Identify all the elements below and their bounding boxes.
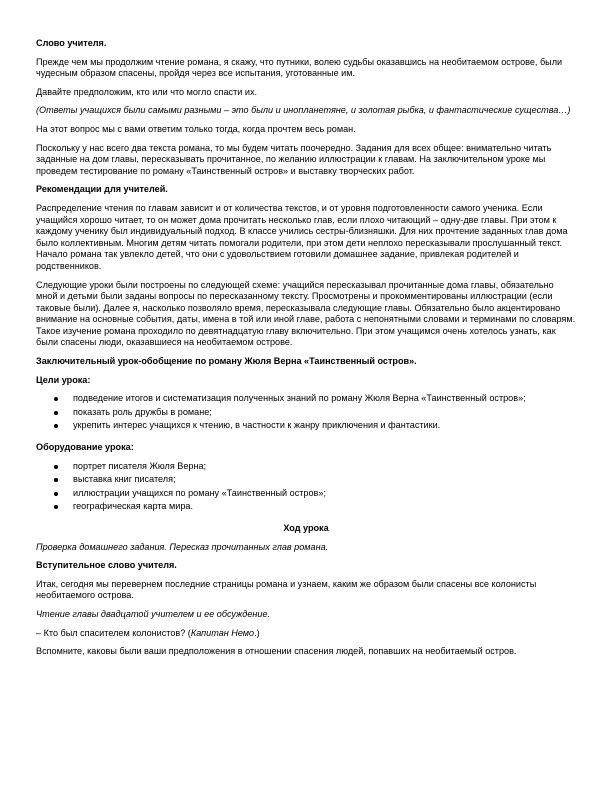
paragraph: Следующие уроки были построены по следующей схеме: учащийся пересказывал прочитанные дома главы, обязательно мной и детьми были заданы вопросы по пересказанному тексту. Просмотрены и прокомментированы иллюстрации (если таковые были). Далее я, насколько позволяло время, пересказывала следующие главы. Обязательно было акцентировано внимание на основные события, даты, имена в той или иной главе, работа с непонятными словами и терминами по словарям. Такое изучение романа проходило по девятнадцатую главу включительно. При этом учащимся очень хотелось узнать, как были спасены люди, оказавшиеся на необитаемом острове. xyxy=(36,279,576,348)
lesson-course-heading: Ход урока xyxy=(283,523,329,533)
list-item: укрепить интерес учащихся к чтению, в частности к жанру приключения и фантастики. xyxy=(73,420,576,432)
paragraph: Итак, сегодня мы перевернем последние страницы романа и узнаем, каким же образом были спасены все колонисты необитаемого острова. xyxy=(36,578,537,601)
teacher-word-heading: Слово учителя. xyxy=(36,38,107,48)
homework-check: Проверка домашнего задания. Пересказ прочитанных глав романа. xyxy=(36,541,329,552)
paragraph: Поскольку у нас всего два текста романа, то мы будем читать поочередно. Задания для всех общее: внимательно читать заданные на дом главы, пересказывать прочитанное, по желанию иллюстрации к главам. На заключительном уроке мы проведем тестирование по роману «Таинственный остров» и выставку творческих работ. xyxy=(36,142,552,176)
reading-note: Чтение главы двадцатой учителем и ее обсуждение. xyxy=(36,608,271,619)
students-answers-note: (Ответы учащихся были самыми разными – это были и инопланетяне, и золотая рыбка, и фантастические существа…) xyxy=(36,105,571,116)
goals-list xyxy=(36,393,576,432)
equipment-list xyxy=(36,461,576,513)
paragraph: Распределение чтения по главам зависит и от количества текстов, и от уровня подготовленности самого ученика. Если учащийся хорошо читает, то он может дома прочитать несколько глав, если плохо читающий – одну-две главы. При этом к каждому ученику был индивидуальный подход. В классе учились сестры-близняшки. Для них прочтение заданных глав дома было коллективным. Многим детям читать помогали родители, при этом дети неплохо пересказывали прослушанный текст. Начало романа так увлекло детей, что они с удовольствием готовили домашнее задание, привлекая родителей и родственников. xyxy=(36,202,568,271)
question-answer: Капитан Немо xyxy=(190,627,255,638)
question-line xyxy=(36,628,576,640)
recommendations-heading: Рекомендации для учителей. xyxy=(36,184,168,195)
list-item: показать роль дружбы в романе; xyxy=(73,407,576,419)
list-item: иллюстрации учащихся по роману «Таинственный остров»; xyxy=(73,488,576,500)
paragraph: Прежде чем мы продолжим чтение романа, я скажу, что путники, волею судьбы оказавшись на необитаемом острове, были чудесным образом спасены, пройдя через все испытания, уготованные им. xyxy=(36,56,563,79)
list-item: портрет писателя Жюля Верна; xyxy=(73,461,576,473)
question-text: – Кто был спасителем колонистов? ( xyxy=(36,627,191,638)
paragraph: Давайте предположим, кто или что могло спасти их. xyxy=(36,86,258,97)
final-lesson-heading: Заключительный урок-обобщение по роману Жюля Верна «Таинственный остров». xyxy=(36,356,417,367)
list-item: выставка книг писателя; xyxy=(73,474,576,486)
paragraph: Вспомните, каковы были ваши предположения в отношении спасения людей, попавших на необитаемый остров. xyxy=(36,646,517,657)
question-end: .) xyxy=(254,627,260,638)
goals-heading: Цели урока: xyxy=(36,374,91,385)
list-item: подведение итогов и систематизация полученных знаний по роману Жюля Верна «Таинственный остров»; xyxy=(73,393,576,405)
document-page xyxy=(36,38,576,665)
paragraph: На этот вопрос мы с вами ответим только тогда, когда прочтем весь роман. xyxy=(36,123,356,134)
intro-heading: Вступительное слово учителя. xyxy=(36,560,177,571)
list-item: географическая карта мира. xyxy=(73,501,576,513)
equipment-heading: Оборудование урока: xyxy=(36,442,134,453)
